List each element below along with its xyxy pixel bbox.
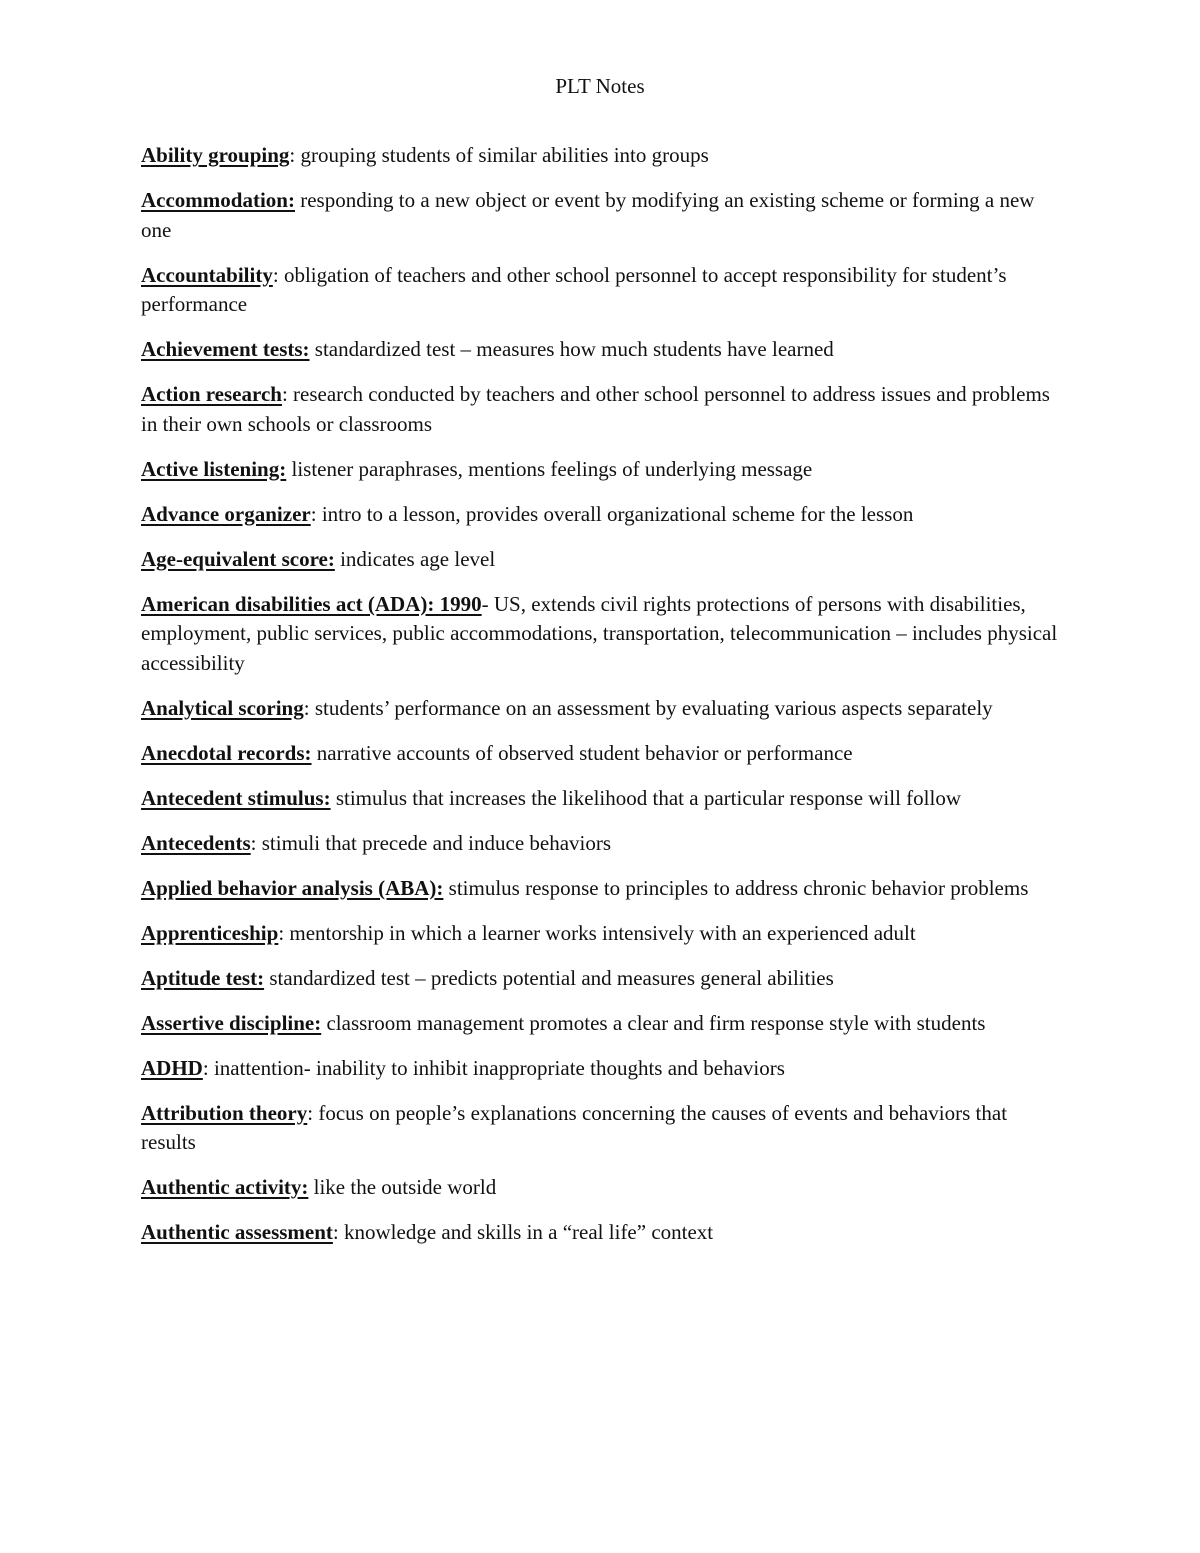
- glossary-definition: knowledge and skills in a “real life” context: [338, 1220, 714, 1244]
- glossary-entry: [141, 141, 1061, 171]
- glossary-term: Authentic assessment: [141, 1220, 333, 1244]
- glossary-term: Aptitude test:: [141, 965, 265, 990]
- glossary-entry: [141, 261, 1061, 320]
- glossary-definition: stimuli that precede and induce behaviors: [256, 830, 612, 855]
- glossary-entry: [141, 455, 1061, 485]
- glossary-term: Assertive discipline:: [141, 1010, 322, 1035]
- glossary-term: Ability grouping: [141, 143, 290, 167]
- glossary-term: Applied behavior analysis (ABA):: [141, 875, 444, 900]
- glossary-entry: [141, 1218, 1061, 1248]
- glossary-entry: [141, 829, 1061, 859]
- document-title: PLT Notes: [555, 74, 645, 98]
- glossary-entry: [141, 545, 1061, 575]
- glossary-definition: research conducted by teachers and other school personnel to address issues and problems in their own schools or classrooms: [141, 382, 1050, 436]
- term-separator: :: [278, 920, 285, 945]
- glossary-entry: [141, 874, 1061, 904]
- term-separator: :: [289, 143, 296, 167]
- glossary-entry: [141, 1009, 1061, 1039]
- glossary-list: [141, 141, 1061, 1263]
- term-separator: :: [250, 830, 257, 855]
- glossary-entry: [141, 500, 1061, 530]
- glossary-entry: [141, 186, 1061, 245]
- glossary-term: ADHD: [141, 1055, 203, 1080]
- glossary-entry: [141, 694, 1061, 724]
- glossary-definition: indicates age level: [334, 546, 496, 571]
- glossary-definition: intro to a lesson, provides overall organizational scheme for the lesson: [316, 501, 914, 526]
- glossary-term: Analytical scoring: [141, 695, 304, 720]
- glossary-term: Attribution theory: [141, 1100, 308, 1125]
- glossary-definition: students’ performance on an assessment by evaluating various aspects separately: [309, 695, 993, 720]
- term-separator: :: [310, 501, 317, 526]
- glossary-definition: mentorship in which a learner works intensively with an experienced adult: [284, 920, 916, 945]
- glossary-term: Active listening:: [141, 456, 287, 481]
- glossary-entry: [141, 1173, 1061, 1203]
- glossary-entry: [141, 1054, 1061, 1084]
- glossary-term: Action research: [141, 382, 282, 406]
- glossary-definition: stimulus response to principles to address chronic behavior problems: [443, 875, 1029, 900]
- glossary-term: Antecedents: [141, 830, 251, 855]
- glossary-entry: [141, 335, 1061, 365]
- term-separator: :: [303, 695, 310, 720]
- glossary-entry: [141, 380, 1061, 439]
- glossary-definition: responding to a new object or event by modifying an existing scheme or forming a new one: [141, 188, 1035, 242]
- glossary-term: Accommodation:: [141, 188, 295, 212]
- term-separator: :: [272, 262, 279, 287]
- glossary-term: American disabilities act (ADA): 1990: [141, 591, 482, 616]
- glossary-term: Authentic activity:: [141, 1175, 309, 1199]
- glossary-definition: grouping students of similar abilities into groups: [295, 143, 709, 167]
- glossary-definition: - US, extends civil rights protections of persons with disabilities, employment, public services, public accommodations, transportation, telecommunication – includes physical accessibility: [141, 591, 1058, 675]
- term-separator: :: [281, 382, 288, 406]
- glossary-definition: inattention- inability to inhibit inappropriate thoughts and behaviors: [208, 1055, 785, 1080]
- glossary-definition: focus on people’s explanations concerning the causes of events and behaviors that results: [141, 1100, 1008, 1154]
- glossary-term: Antecedent stimulus:: [141, 785, 331, 810]
- glossary-term: Anecdotal records:: [141, 740, 312, 765]
- glossary-term: Advance organizer: [141, 501, 311, 526]
- glossary-entry: [141, 1099, 1061, 1158]
- glossary-term: Age-equivalent score:: [141, 546, 335, 571]
- glossary-definition: narrative accounts of observed student behavior or performance: [311, 740, 853, 765]
- term-separator: :: [332, 1220, 339, 1244]
- glossary-definition: stimulus that increases the likelihood that a particular response will follow: [330, 785, 962, 810]
- glossary-term: Accountability: [141, 262, 273, 287]
- term-separator: :: [307, 1100, 314, 1125]
- glossary-term: Apprenticeship: [141, 920, 279, 945]
- term-separator: :: [202, 1055, 209, 1080]
- glossary-entry: [141, 919, 1061, 949]
- glossary-entry: [141, 739, 1061, 769]
- glossary-term: Achievement tests:: [141, 337, 310, 361]
- glossary-definition: listener paraphrases, mentions feelings of underlying message: [286, 456, 813, 481]
- glossary-definition: obligation of teachers and other school personnel to accept responsibility for student’s performance: [141, 262, 1007, 316]
- glossary-definition: standardized test – predicts potential and measures general abilities: [264, 965, 834, 990]
- glossary-definition: standardized test – measures how much students have learned: [309, 337, 834, 361]
- glossary-entry: [141, 590, 1061, 679]
- glossary-definition: like the outside world: [308, 1175, 497, 1199]
- glossary-entry: [141, 784, 1061, 814]
- glossary-definition: classroom management promotes a clear and firm response style with students: [321, 1010, 986, 1035]
- glossary-entry: [141, 964, 1061, 994]
